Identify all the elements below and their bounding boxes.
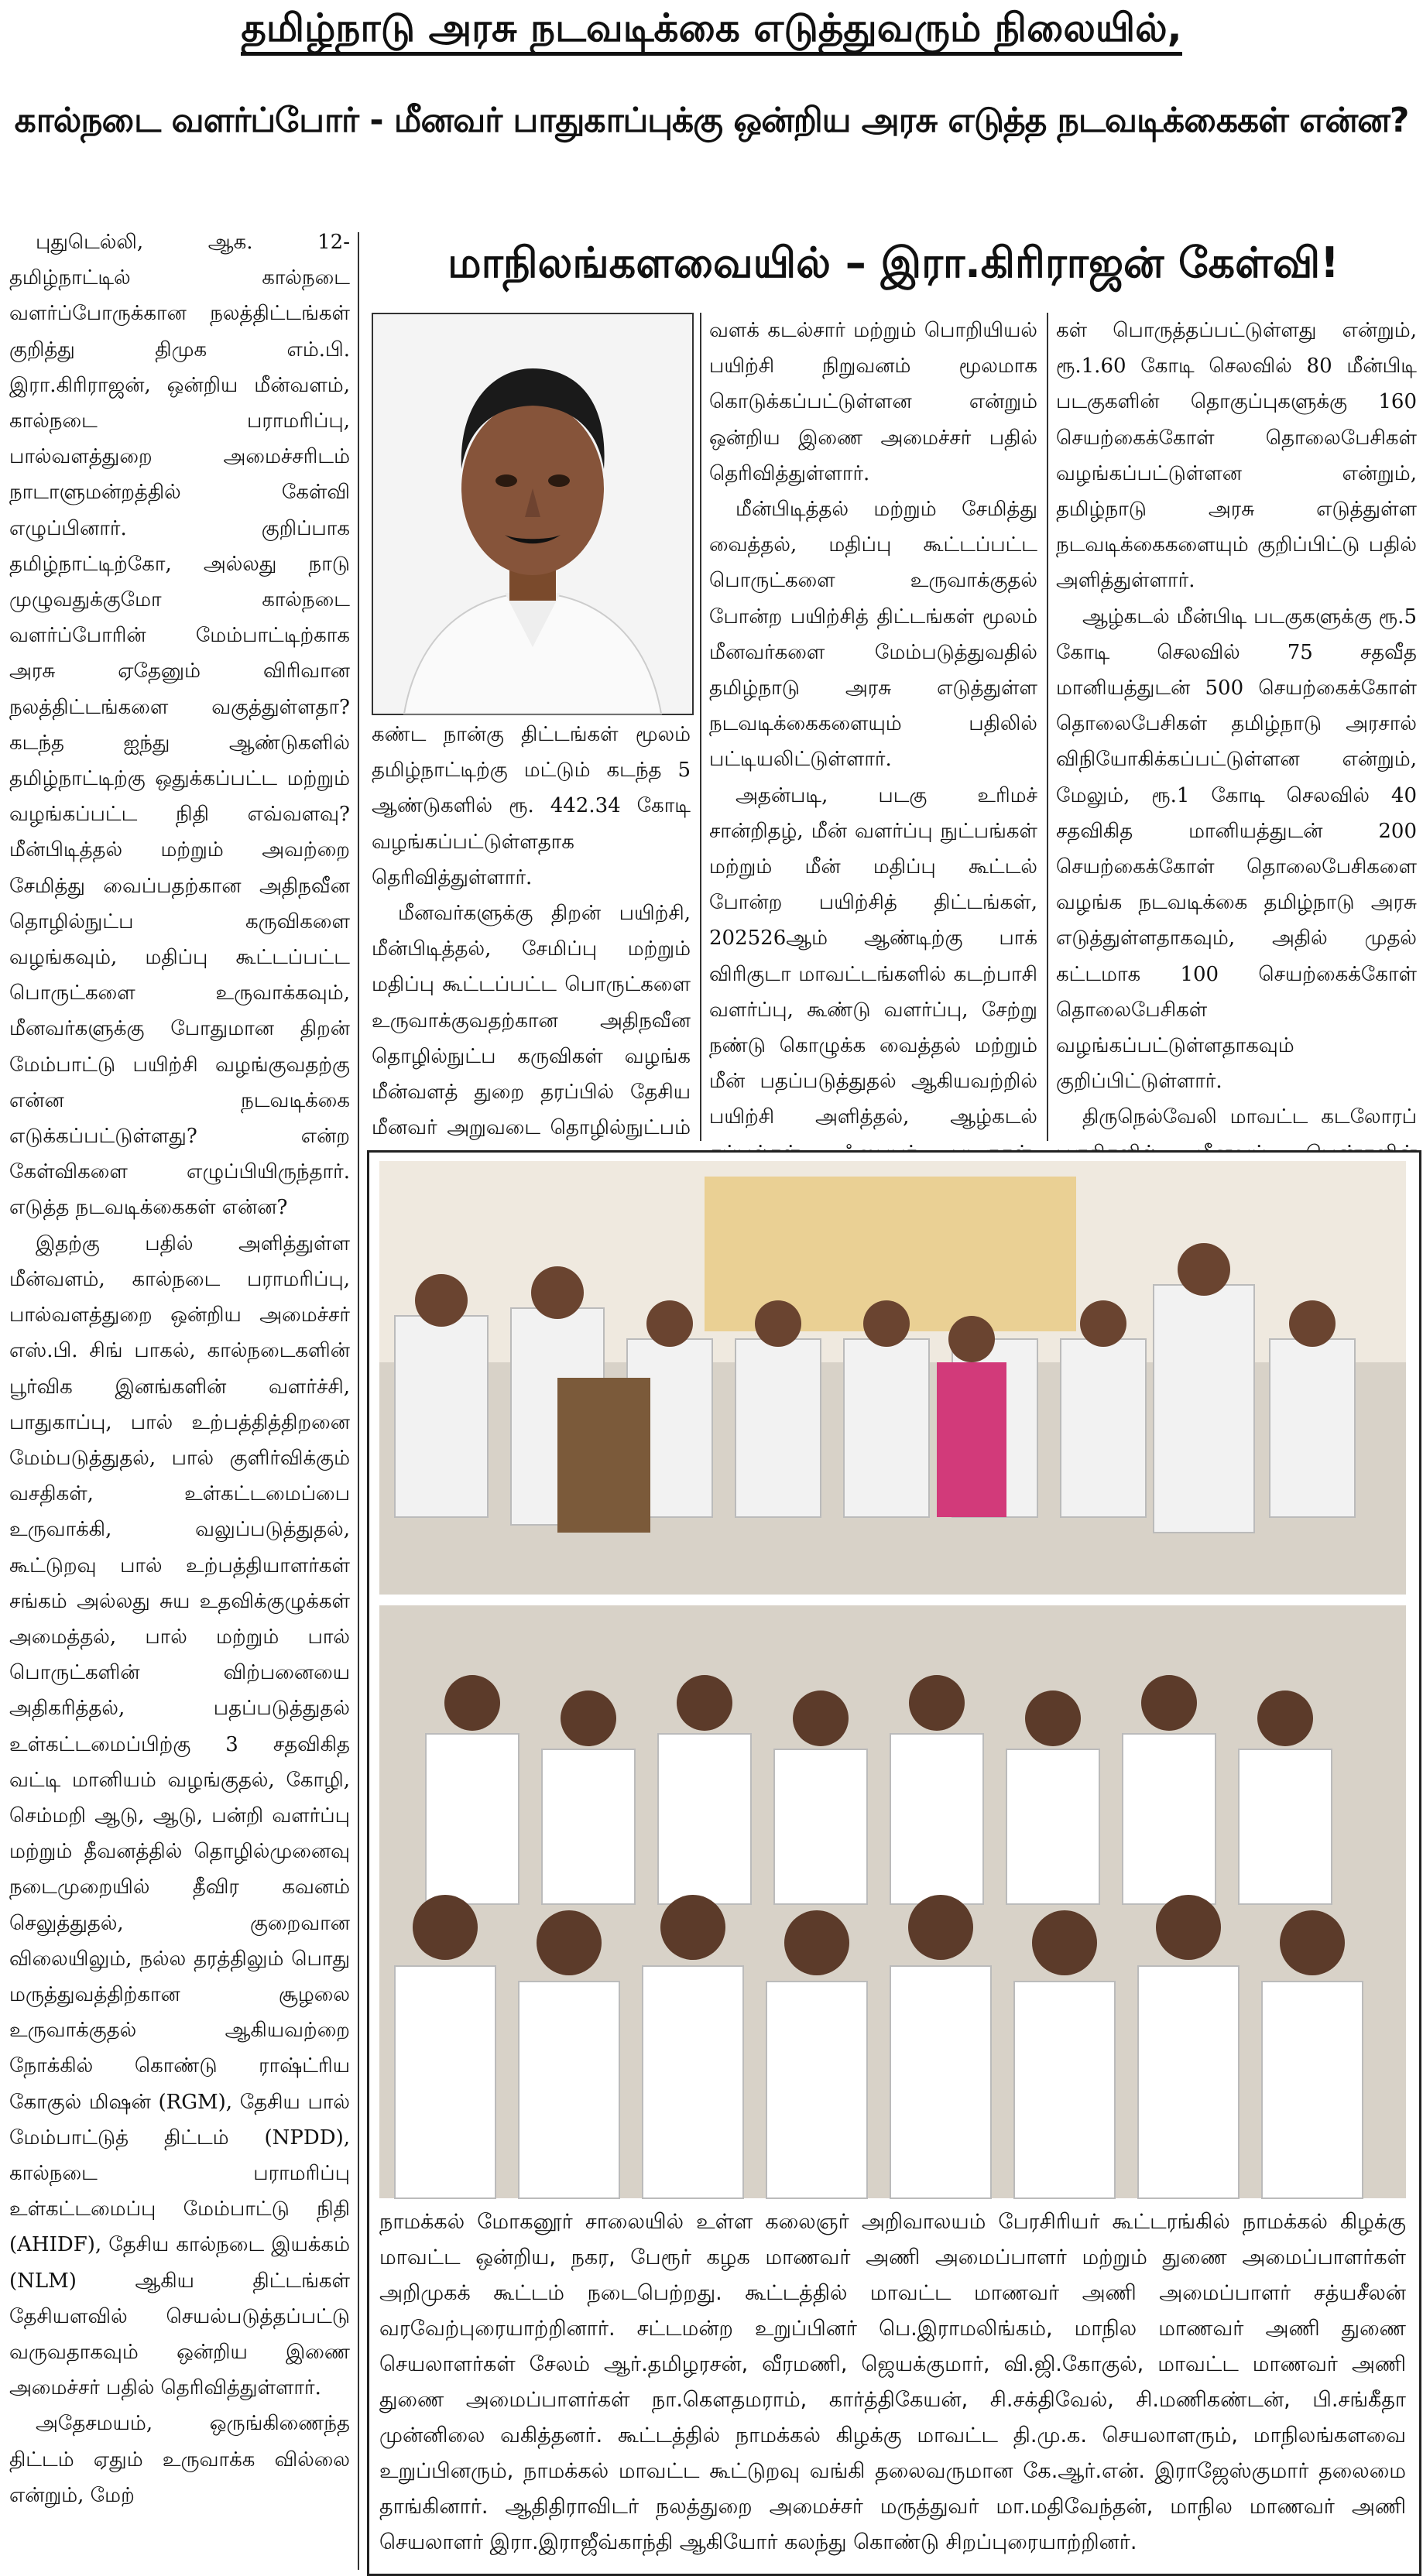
column-3-paragraph: அதன்படி, படகு உரிமச் சான்றிதழ், மீன் வளர்ப்பு நுட்பங்கள் மற்றும் மீன் மதிப்பு கூட்டல் போன்ற பயிற்சித் திட்டங்கள், 202526ஆம் ஆண்டிற்கு பாக் விரிகுடா மாவட்டங்களில் கடற்பாசி வளர்ப்பு, கூண்டு வளர்ப்பு, சேற்று நண்டு கொழுக்க வைத்தல் மற்றும் மீன் பதப்படுத்துதல் ஆகியவற்றில் பயிற்சி அளித்தல், ஆழ்கடல் bbox=[709, 783, 1037, 1129]
column-4-paragraph: கள் பொருத்தப்பட்டுள்ளது என்றும், ரூ.1.60 கோடி செலவில் 80 மீன்பிடி படகுகளின் தொகுப்புகளுக்கு 160 செயற்கைக்கோள் தொலைபேசிகள் வழங்கப்பட்டுள்ளன என்றும், தமிழ்நாடு அரசு எடுத்துள்ள நடவடிக்கைகளையும் குறிப்பிட்டு பதில் அளித்துள்ளார். bbox=[1056, 319, 1417, 593]
kicker-line bbox=[0, 3, 1423, 53]
photo-caption: நாமக்கல் மோகனூர் சாலையில் உள்ள கலைஞர் அறிவாலயம் பேரசிரியர் கூட்டரங்கில் நாமக்கல் கிழக்கு மாவட்ட ஒன்றிய, நகர, பேரூர் கழக மாணவர் அணி அமைப்பாளர் மற்றும் துணை அமைப்பாளர்கள் அறிமுகக் கூட்டம் நடைபெற்றது. கூட்டத்தில் மாவட்ட மாணவர் அணி அமைப்பாளர் சத்யசீலன் வரவேற்புரையாற்றினார். சட்டமன்ற உறுப்பினர் பெ.இராமலிங்கம், மாநில மாணவர் அணி துணை செயலாளர்கள் சேலம் ஆர்.தமிழரசன், வீரமணி, ஜெயக்குமார், வி.ஜி.கோகுல், மாவட்ட மாணவர் அணி துணை அமைப்பாளர்கள் நா.கௌதமராம், கார்த்திகேயன், சி.சக்திவேல், சி.மணிகண்டன், பி.சங்கீதா முன்னிலை வகித்தனர். கூட்டத்தில் நாமக்கல் கிழக்கு மாவட்ட தி.மு.க. செயலாளரும், மாநிலங்களவை உறுப்பினரும், நாமக்கல் மாவட்ட கூட்டுறவு வங்கி தலைவருமான கே.ஆர்.என். இராஜேஸ்குமார் தலைமை தாங்கினார். ஆதிதிராவிடர் நலத்துறை அமைச்சர் மருத்துவர் மா.மதிவேந்தன், மாநில மாணவர் அணி செயலாளர் இரா.இராஜீவ்காந்தி ஆகியோர் கலந்து கொண்டு சிறப்புரையாற்றினர். bbox=[379, 2210, 1406, 2554]
portrait-photo bbox=[372, 313, 694, 715]
column-3-paragraph: வளக் கடல்சார் மற்றும் பொறியியல் பயிற்சி நிறுவனம் மூலமாக கொடுக்கப்பட்டுள்ளன என்றும் ஒன்றிய இணை அமைச்சர் பதில் தெரிவித்துள்ளார். bbox=[709, 319, 1037, 485]
column-2-paragraph: மீனவர்களுக்கு திறன் பயிற்சி, மீன்பிடித்தல், சேமிப்பு மற்றும் மதிப்பு கூட்டப்பட்ட பொருட்களை உருவாக்குவதற்கான அதிநவீன தொழில்நுட்ப கருவிகள் வழங்க மீன்வளத் துறை தரப்பில் தேசிய மீனவர் அறுவடை தொழில்நுட்பம் bbox=[372, 902, 691, 1140]
column-divider bbox=[700, 313, 701, 1141]
event-photo bbox=[379, 1161, 1406, 2198]
column-2-paragraph: கண்ட நான்கு திட்டங்கள் மூலம் தமிழ்நாட்டிற்கு மட்டும் கடந்த 5 ஆண்டுகளில் ரூ. 442.34 கோடி வழங்கப்பட்டுள்ளதாக தெரிவித்துள்ளார். bbox=[372, 723, 691, 889]
column-1 bbox=[9, 224, 350, 2570]
kicker-text: தமிழ்நாடு அரசு நடவடிக்கை எடுத்துவரும் நிலையில், bbox=[241, 5, 1181, 56]
column-4 bbox=[1056, 313, 1417, 1146]
headline: கால்நடை வளர்ப்போர் - மீனவர் பாதுகாப்புக்கு ஒன்றிய அரசு எடுத்த நடவடிக்கைகள் என்ன? bbox=[14, 101, 1409, 140]
event-crowd-illustration bbox=[379, 1161, 1406, 2198]
column-4-paragraph: ஆழ்கடல் மீன்பிடி படகுகளுக்கு ரூ.5 கோடி செலவில் 75 சதவீத மானியத்துடன் 500 செயற்கைக்கோள் தொலைபேசிகள் தமிழ்நாடு அரசால் விநியோகிக்கப்பட்டுள்ளன என்றும், மேலும், ரூ.1 கோடி செலவில் 40 சதவிகித மானியத்துடன் 200 செயற்கைக்கோள் தொலைபேசிகளை வழங்க நடவடிக்கை தமிழ்நாடு அரசு எடுத்துள்ளதாகவும், அதில் முதல் கட்டமாக 100 செயற்கைக்கோள் தொலைபேசிகள் வழங்கப்பட்டுள்ளதாகவும் குறிப்பிட்டுள்ளார். bbox=[1056, 605, 1417, 1094]
subhead: மாநிலங்களவையில் – இரா.கிரிராஜன் கேள்வி! bbox=[447, 238, 1339, 287]
column-2 bbox=[372, 717, 691, 1142]
column-4-paragraph: திருநெல்வேலி மாவட்ட கடலோரப் bbox=[1082, 1105, 1417, 1129]
column-3-paragraph: மீன்பிடித்தல் மற்றும் சேமித்து வைத்தல், மதிப்பு கூட்டப்பட்ட பொருட்களை உருவாக்குதல் போன்ற பயிற்சித் திட்டங்கள் மூலம் மீனவர்களை மேம்படுத்துவதில் தமிழ்நாடு அரசு எடுத்துள்ள நடவடிக்கைகளையும் பதிலில் பட்டியலிட்டுள்ளார். bbox=[709, 498, 1037, 772]
column-1-paragraph: இதற்கு பதில் அளித்துள்ள மீன்வளம், கால்நடை பராமரிப்பு, பால்வளத்துறை ஒன்றிய அமைச்சர் எஸ்.பி. சிங் பாகல், கால்நடைகளின் பூர்விக இனங்களின் வளர்ச்சி, பாதுகாப்பு, பால் உற்பத்தித்திறனை மேம்படுத்துதல், பால் குளிர்விக்கும் வசதிகள், உள்கட்டமைப்பை உருவாக்கி, வலுப்படுத்துதல், கூட்டுறவு பால் உற்பத்தியாளர்கள் சங்கம் அல்லது சுய உதவிக்குழுக்கள் அமைத்தல், பால் மற்றும் பால் பொருட்களின் விற்பனையை அதிகரித்தல், பதப்படுத்துதல் உள்கட்டமைப்பிற்கு 3 சதவிகித வட்டி மானியம் வழங்குதல், கோழி, செம்மறி ஆடு, ஆடு, பன்றி வளர்ப்பு மற்றும் தீவனத்தில் தொழில்முனைவு நடைமுறையில் தீவிர கவனம் செலுத்துதல், குறைவான விலையிலும், நல்ல தரத்திலும் பொது மருத்துவத்திற்கான சூழலை உருவாக்குதல் ஆகியவற்றை நோக்கில் கொண்டு ராஷ்ட்ரிய கோகுல் மிஷன் (RGM), தேசிய பால் மேம்பாட்டுத் திட்டம் (NPDD), கால்நடை பராமரிப்பு உள்கட்டமைப்பு மேம்பாட்டு நிதி (AHIDF), தேசிய கால்நடை இயக்கம் (NLM) ஆகிய திட்டங்கள் தேசியளவில் செயல்படுத்தப்பட்டு வருவதாகவும் ஒன்றிய இணை அமைச்சர் பதில் தெரிவித்துள்ளார். bbox=[9, 1231, 350, 2400]
column-1-paragraph: புதுடெல்லி, ஆக. 12- தமிழ்நாட்டில் கால்நடை வளர்ப்போருக்கான நலத்திட்டங்கள் குறித்து திமுக எம்.பி. இரா.கிரிராஜன், ஒன்றிய மீன்வளம், கால்நடை பராமரிப்பு, பால்வளத்துறை அமைச்சரிடம் நாடாளுமன்றத்தில் கேள்வி எழுப்பினார். குறிப்பாக தமிழ்நாட்டிற்கோ, அல்லது நாடு முழுவதுக்குமோ கால்நடை வளர்ப்போரின் மேம்பாட்டிற்காக அரசு ஏதேனும் விரிவான நலத்திட்டங்களை வகுத்துள்ளதா? கடந்த ஐந்து ஆண்டுகளில் தமிழ்நாட்டிற்கு ஒதுக்கப்பட்ட மற்றும் வழங்கப்பட்ட நிதி எவ்வளவு?மீன்பிடித்தல் மற்றும் அவற்றை சேமித்து வைப்பதற்கான அதிநவீன தொழில்நுட்ப கருவிகளை வழங்கவும், மதிப்பு கூட்டப்பட்ட பொருட்களை உருவாக்கவும், மீனவர்களுக்கு போதுமான திறன் மேம்பாட்டு பயிற்சி வழங்குவதற்கு என்ன நடவடிக்கை எடுக்கப்பட்டுள்ளது? என்ற கேள்விகளை எழுப்பியிருந்தார். எடுத்த நடவடிக்கைகள் என்ன? bbox=[9, 231, 350, 1220]
column-1-paragraph: அதேசமயம், ஒருங்கிணைந்த திட்டம் ஏதும் உருவாக்க வில்லை என்றும், மேற் bbox=[9, 2412, 350, 2507]
column-divider bbox=[358, 232, 359, 2570]
portrait-illustration bbox=[373, 314, 692, 714]
column-divider bbox=[1047, 313, 1048, 1141]
column-3 bbox=[709, 313, 1037, 1146]
